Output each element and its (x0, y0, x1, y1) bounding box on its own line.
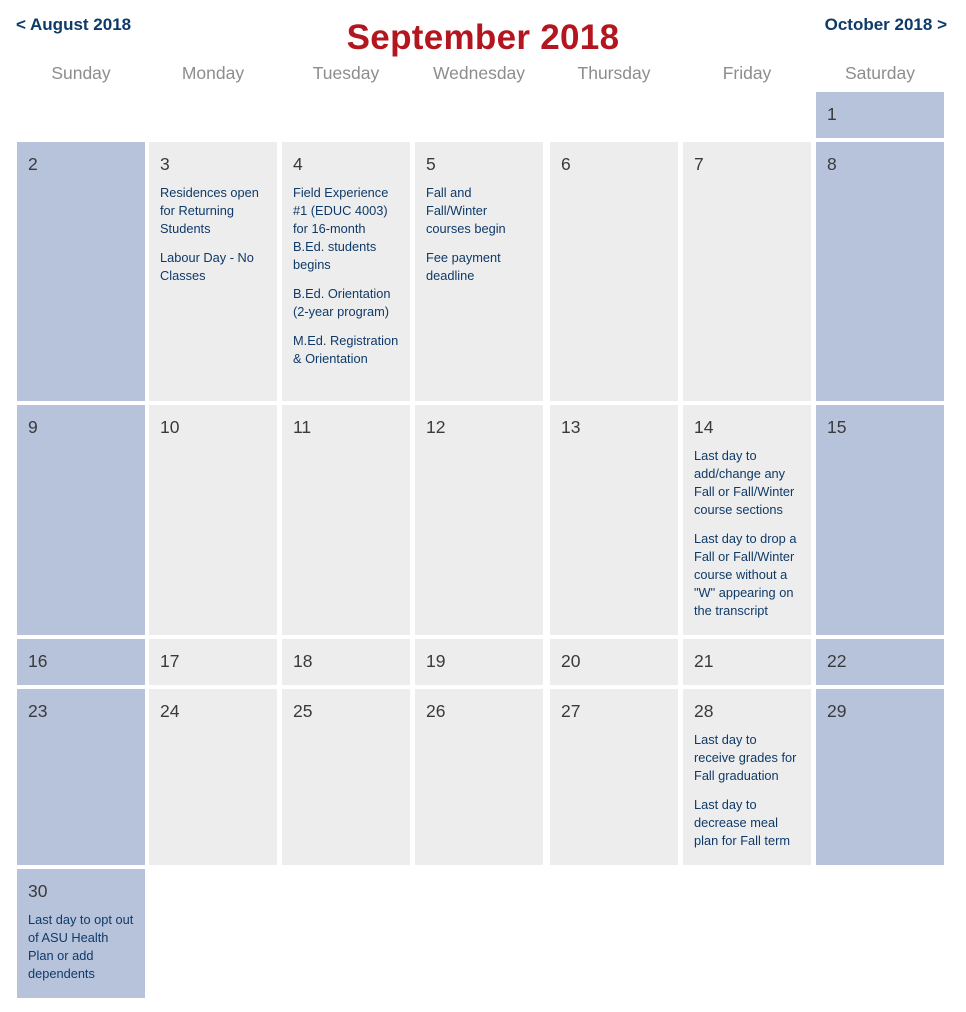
day-cell-28 (683, 689, 811, 865)
day-cell-17 (149, 639, 277, 685)
day-cell-1 (816, 92, 944, 138)
day-number: 21 (694, 651, 714, 671)
day-number: 2 (28, 154, 38, 174)
day-number: 24 (160, 701, 180, 721)
day-number: 22 (827, 651, 847, 671)
calendar-event: Last day to decrease meal plan for Fall term (694, 797, 791, 848)
weekday-header-wednesday: Wednesday (432, 63, 526, 83)
day-number: 12 (426, 417, 446, 437)
day-number: 30 (28, 881, 48, 901)
calendar-event: M.Ed. Registration & Orientation (293, 333, 399, 366)
day-cell-24 (149, 689, 277, 865)
day-number: 23 (28, 701, 48, 721)
day-number: 20 (561, 651, 581, 671)
day-cell-16 (17, 639, 145, 685)
day-cell-8 (816, 142, 944, 401)
day-number: 8 (827, 154, 837, 174)
day-cell-26 (415, 689, 543, 865)
day-number: 6 (561, 154, 571, 174)
day-cell-29 (816, 689, 944, 865)
calendar-event: B.Ed. Orientation (2-year program) (293, 286, 391, 319)
day-cell-9 (17, 405, 145, 635)
calendar-event: Field Experience #1 (EDUC 4003) for 16-month B.Ed. students begins (293, 185, 389, 272)
weekday-header-tuesday: Tuesday (312, 63, 380, 83)
day-cell-30 (17, 869, 145, 998)
calendar-event: Last day to opt out of ASU Health Plan or add dependents (28, 912, 134, 981)
calendar-event: Last day to receive grades for Fall graduation (694, 732, 797, 783)
day-cell-20 (550, 639, 678, 685)
day-number: 15 (827, 417, 847, 437)
day-cell-12 (415, 405, 543, 635)
calendar-event: Fall and Fall/Winter courses begin (426, 185, 506, 236)
weekday-header-saturday: Saturday (844, 63, 916, 83)
day-cell-18 (282, 639, 410, 685)
day-number: 29 (827, 701, 847, 721)
calendar-event: Residences open for Returning Students (160, 185, 259, 236)
day-number: 25 (293, 701, 313, 721)
day-number: 16 (28, 651, 48, 671)
day-number: 26 (426, 701, 446, 721)
weekday-header-monday: Monday (181, 63, 245, 83)
day-number: 17 (160, 651, 180, 671)
day-cell-27 (550, 689, 678, 865)
month-title: September 2018 (346, 18, 620, 57)
day-number: 18 (293, 651, 313, 671)
day-cell-19 (415, 639, 543, 685)
day-number: 27 (561, 701, 581, 721)
prev-month-link[interactable]: < August 2018 (16, 15, 132, 34)
day-cell-25 (282, 689, 410, 865)
calendar-event: Fee payment deadline (426, 250, 501, 283)
day-cell-14 (683, 405, 811, 635)
calendar-event: Last day to add/change any Fall or Fall/Winter course sections (694, 448, 795, 517)
weekday-header-sunday: Sunday (51, 63, 111, 83)
calendar-event: Labour Day - No Classes (160, 250, 254, 283)
day-number: 4 (293, 154, 303, 174)
day-number: 7 (694, 154, 704, 174)
day-number: 19 (426, 651, 446, 671)
day-cell-22 (816, 639, 944, 685)
day-cell-11 (282, 405, 410, 635)
day-cell-4 (282, 142, 410, 401)
day-cell-21 (683, 639, 811, 685)
day-cell-7 (683, 142, 811, 401)
day-number: 11 (293, 417, 312, 437)
day-cell-3 (149, 142, 277, 401)
day-cell-23 (17, 689, 145, 865)
day-cell-6 (550, 142, 678, 401)
day-cell-13 (550, 405, 678, 635)
day-cell-2 (17, 142, 145, 401)
day-number: 28 (694, 701, 714, 721)
day-cell-5 (415, 142, 543, 401)
day-number: 3 (160, 154, 170, 174)
weekday-header-thursday: Thursday (577, 63, 651, 83)
day-number: 10 (160, 417, 180, 437)
day-number: 5 (426, 154, 436, 174)
calendar-event: Last day to drop a Fall or Fall/Winter course without a "W" appearing on the transcript (694, 531, 797, 618)
day-cell-10 (149, 405, 277, 635)
weekday-header-friday: Friday (722, 63, 772, 83)
day-number: 9 (28, 417, 38, 437)
day-number: 14 (694, 417, 714, 437)
day-cell-15 (816, 405, 944, 635)
day-number: 13 (561, 417, 581, 437)
day-number: 1 (827, 104, 837, 124)
next-month-link[interactable]: October 2018 > (824, 15, 947, 34)
